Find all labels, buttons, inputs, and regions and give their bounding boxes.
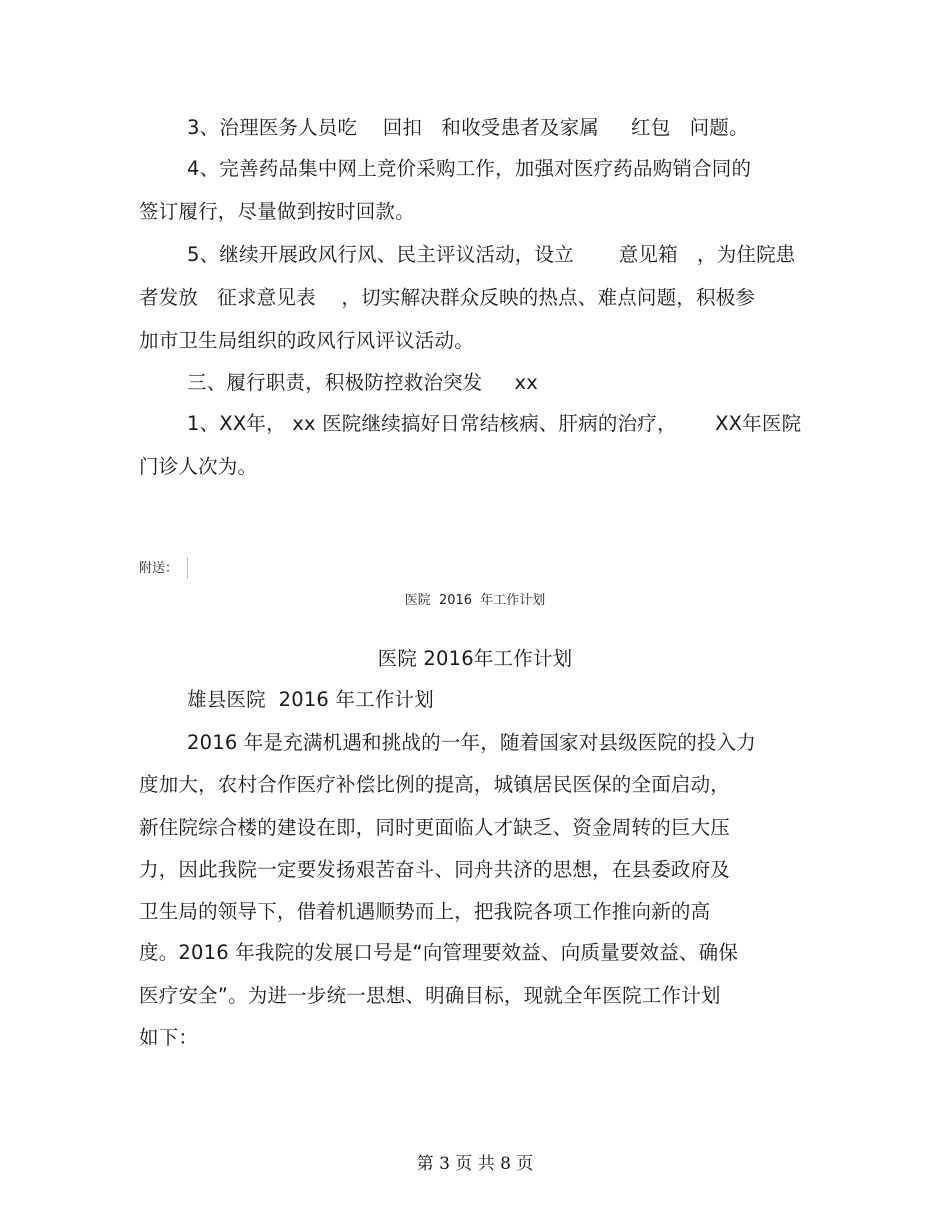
paragraph-line: 5、继续开展政风行风、民主评议活动，设立 意见箱 ，为住院患 [187, 243, 796, 266]
paragraph-line: 力，因此我院一定要发扬艰苦奋斗、同舟共济的思想，在县委政府及 [139, 858, 731, 881]
paragraph-line: 卫生局的领导下，借着机遇顺势而上，把我院各项工作推向新的高 [139, 900, 711, 923]
paragraph-line: 医疗安全”。为进一步统一思想、明确目标，现就全年医院工作计划 [139, 984, 721, 1007]
paragraph-line: 者发放 征求意见表 ，切实解决群众反映的热点、难点问题，积极参 [139, 286, 756, 309]
document-subtitle: 雄县医院 2016 年工作计划 [187, 688, 434, 711]
paragraph-line: 加市卫生局组织的政风行风评议活动。 [139, 329, 474, 352]
separator-line [187, 557, 188, 579]
paragraph-line: 门诊人次为。 [139, 455, 258, 478]
attachment-label: 附送： [139, 561, 179, 576]
paragraph-line: 新住院综合楼的建设在即，同时更面临人才缺乏、资金周转的巨大压 [139, 816, 731, 839]
paragraph-line: 签订履行，尽量做到按时回款。 [139, 200, 415, 223]
paragraph-line: 2016 年是充满机遇和挑战的一年，随着国家对县级医院的投入力 [187, 731, 757, 754]
paragraph-line: 如下： [139, 1026, 199, 1049]
attachment-title: 医院 2016 年工作计划 [404, 593, 546, 608]
paragraph-line: 3、治理医务人员吃 回扣 和收受患者及家属 红包 问题。 [187, 116, 749, 139]
page-footer: 第 3 页 共 8 页 [416, 1154, 534, 1174]
paragraph-line: 1、XX年， xx 医院继续搞好日常结核病、肝病的治疗， XX年医院 [187, 412, 802, 435]
document-title: 医院 2016年工作计划 [377, 647, 573, 670]
section-heading: 三、履行职责，积极防控救治突发 xx [187, 371, 538, 394]
paragraph-line: 度加大，农村合作医疗补偿比例的提高，城镇居民医保的全面启动， [139, 773, 731, 796]
paragraph-line: 度。2016 年我院的发展口号是“向管理要效益、向质量要效益、确保 [139, 941, 739, 964]
paragraph-line: 4、完善药品集中网上竞价采购工作，加强对医疗药品购销合同的 [187, 157, 752, 180]
